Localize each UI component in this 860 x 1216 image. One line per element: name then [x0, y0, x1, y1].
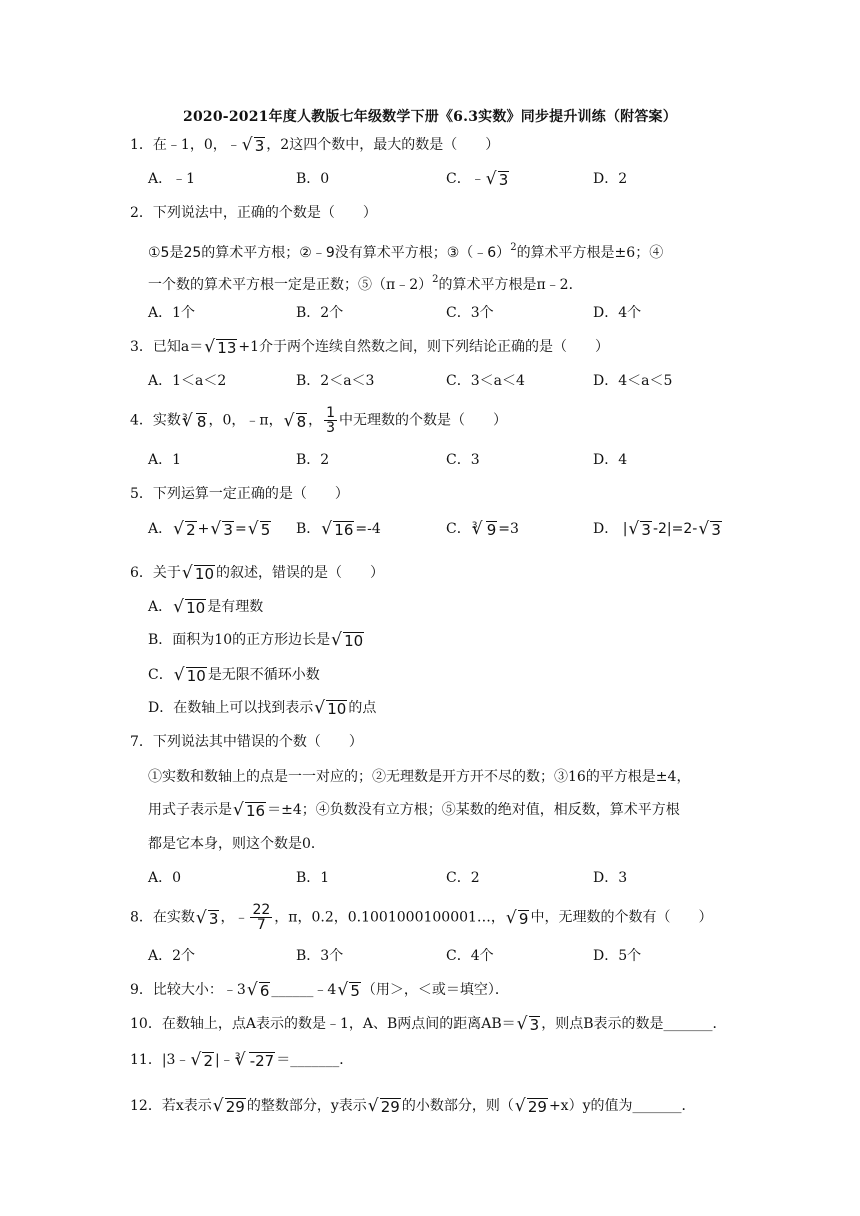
option-b: B．2＜a＜3 — [296, 373, 375, 389]
question-2: 2．下列说法中，正确的个数是（ ） — [130, 205, 377, 221]
sqrt-symbol: √ 13 — [204, 339, 237, 357]
option-d: D．2 — [593, 171, 628, 187]
question-7-statements-line-3: 都是它本身，则这个数是0． — [148, 836, 325, 852]
sqrt-symbol: √ 3 — [486, 171, 510, 189]
option-b: B．1 — [296, 870, 330, 886]
question-10: 10．在数轴上，点A表示的数是﹣1，A、B两点间的距离AB＝√ 3 ，则点B表示的数是_______． — [130, 1014, 730, 1034]
question-9: 9．比较大小：﹣3√ 6 ______﹣4√ 5 （用＞，＜或＝填空）． — [130, 980, 730, 1000]
option-a: A．√ 2 +√ 3 =√ 5 — [148, 519, 272, 539]
option-a: A．1＜a＜2 — [148, 373, 227, 389]
question-11: 11．|3﹣√ 2 |﹣ √ 3 -27 ＝_______． — [130, 1050, 730, 1070]
option-d: D．在数轴上可以找到表示√ 10 的点 — [148, 698, 376, 718]
option-b: B．2个 — [296, 305, 344, 321]
question-8: 8．在实数√ 3 ，﹣ $\frac{22}{7}$ ，π，0.2，0.1001000100001…，√ 9 中，无理数的个数有（ ） — [130, 903, 730, 932]
question-1: 1．在﹣1，0，﹣√ 3 ，2这四个数中，最大的数是（ ） — [130, 135, 730, 155]
options-2 — [148, 303, 748, 323]
option-d: D．3 — [593, 870, 628, 886]
question-6: 6．关于√ 10 的叙述，错误的是（ ） — [130, 563, 730, 583]
option-c: C．3 — [446, 452, 480, 468]
option-a: A．﹣1 — [148, 171, 196, 187]
options-3 — [148, 371, 748, 391]
options-8 — [148, 946, 748, 966]
option-b: B．3个 — [296, 948, 344, 964]
question-7-statements-line-1: ①实数和数轴上的点是一一对应的；②无理数是开方开不尽的数；③16的平方根是±4， — [148, 769, 691, 785]
option-a: A．2个 — [148, 948, 196, 964]
question-number: 1． — [130, 137, 153, 153]
option-a: A．√ 10 是有理数 — [148, 597, 263, 617]
option-b: B．2 — [296, 452, 330, 468]
option-a: A．0 — [148, 870, 182, 886]
question-3: 3．已知a＝√ 13 +1介于两个连续自然数之间，则下列结论正确的是（ ） — [130, 337, 730, 357]
option-c: C．3＜a＜4 — [446, 373, 525, 389]
option-b: B．面积为10的正方形边长是√ 10 — [148, 630, 365, 650]
option-d: D．5个 — [593, 948, 642, 964]
option-d: D．4＜a＜5 — [593, 373, 673, 389]
question-7: 7．下列说法其中错误的个数（ ） — [130, 734, 363, 750]
question-2-statements-line-1: ①5是25的算术平方根；②﹣9没有算术平方根；③（﹣6）$^2$的算术平方根是±6；④ — [148, 242, 664, 261]
option-c: C．3个 — [446, 305, 494, 321]
option-b: B．√ 16 =-4 — [296, 519, 381, 539]
fraction: $\frac{22}{7}$ — [252, 902, 271, 933]
sqrt-symbol: √ 3 — [242, 137, 266, 155]
question-7-statements-line-2: 用式子表示是√ 16 ＝±4；④负数没有立方根；⑤某数的绝对值，相反数，算术平方根 — [148, 800, 732, 820]
cube-root-symbol: √ 3 8 — [182, 413, 208, 431]
option-c: C． √ 3 9 =3 — [446, 519, 519, 539]
question-4: 4．实数 √ 3 8 ，0，﹣π，√ 8 ， $\frac{1}{3}$ 中无理数的个数是（ ） — [130, 406, 730, 435]
question-12: 12．若x表示√ 29 的整数部分，y表示√ 29 的小数部分，则（√ 29 +x）y的值为_______． — [130, 1096, 730, 1116]
question-2-statements-line-2: 一个数的算术平方根一定是正数；⑤（π﹣2）$^2$的算术平方根是π﹣2． — [148, 274, 583, 293]
options-4 — [148, 450, 748, 470]
document-title: 2020-2021年度人教版七年级数学下册《6.3实数》同步提升训练（附答案） — [183, 109, 677, 125]
option-a: A．1个 — [148, 305, 196, 321]
option-c: C．2 — [446, 870, 480, 886]
option-d: D．4个 — [593, 305, 642, 321]
options-7 — [148, 868, 748, 888]
option-c: C．﹣√ 3 — [446, 169, 510, 189]
option-d: D．4 — [593, 452, 628, 468]
fraction: $\frac{1}{3}$ — [326, 405, 336, 436]
option-d: D． |√ 3 -2|=2-√ 3 — [593, 519, 723, 539]
option-c: C．4个 — [446, 948, 494, 964]
options-1 — [148, 169, 748, 189]
option-c: C．√ 10 是无限不循环小数 — [148, 665, 320, 685]
options-5 — [148, 519, 748, 539]
option-b: B．0 — [296, 171, 330, 187]
sqrt-symbol: √ 8 — [284, 413, 308, 431]
answer-blank: ______ — [271, 982, 314, 998]
question-5: 5．下列运算一定正确的是（ ） — [130, 486, 349, 502]
option-a: A．1 — [148, 452, 182, 468]
